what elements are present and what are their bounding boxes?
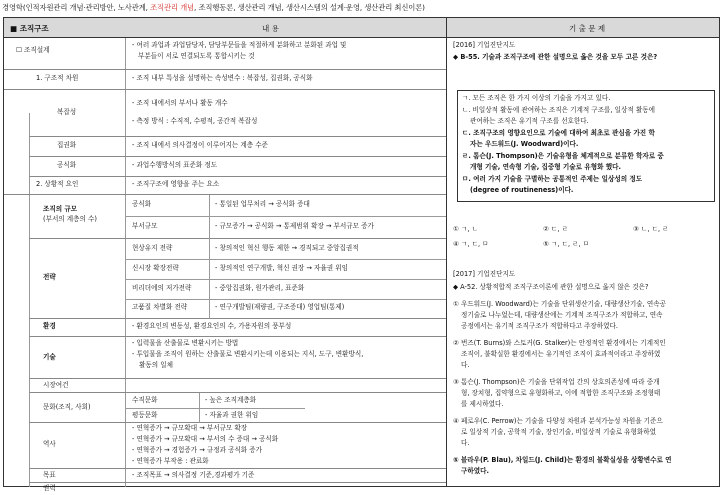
sub-col-divider <box>209 195 210 239</box>
table-row <box>4 177 446 195</box>
table-row <box>4 70 446 90</box>
sub-divider <box>125 216 446 217</box>
row-content: - 연혁증가 → 경험증가 → 규정과 공식화 증가 <box>132 446 263 454</box>
statement: ㄱ. 모든 조직은 한 가지 이상의 기술을 가지고 있다. <box>462 94 611 102</box>
question-title: ◆ A-52. 상황적합적 조직구조이론에 관한 설명으로 옳지 않은 것은? <box>453 283 649 291</box>
study-sheet <box>3 17 720 492</box>
row-content: - 투입물을 조직이 원하는 산출물로 변환시키는데 이용되는 지식, 도구, 변환방식, <box>132 350 364 358</box>
answer-option-cont: 로 일상적 기술, 공학적 기술, 장인기술, 비일상적 기술로 유형화하였 <box>461 428 657 436</box>
row-label: 목표 <box>43 471 56 479</box>
answer-option-cont: 형, 장치형, 집약형으로 유형화하고, 이에 적합한 조직구조와 조정형태 <box>461 389 661 397</box>
answer-option-cont: 를 제시하였다. <box>461 400 504 408</box>
table-row <box>29 239 446 319</box>
row-label: 기술 <box>43 353 56 361</box>
answer-option: ① ㄱ, ㄴ <box>453 225 478 233</box>
answer-option-cont: 공정에서는 유기적 조직구조가 적합하다고 주장하였다. <box>461 322 618 330</box>
sub-divider <box>125 299 446 300</box>
row-content: - 연혁증가 부작용 : 관료화 <box>132 457 209 465</box>
statement: 개형 기술, 연속형 기술, 집중형 기술로 유형화 했다. <box>470 163 621 171</box>
row-label: ☐ 조직설계 <box>16 46 50 54</box>
question-source: [2016] 기업진단지도 <box>453 41 516 49</box>
row-label: 복잡성 <box>57 108 77 116</box>
table-row <box>29 319 446 337</box>
answer-option-cont: 구하였다. <box>461 467 489 475</box>
answer-option-cont: 다. <box>461 439 470 447</box>
row-label: 전략 <box>43 273 56 281</box>
table-row <box>29 337 446 379</box>
sub-content: - 규모증가 → 공식화 → 통제범위 확장 → 부서규모 증가 <box>215 222 374 230</box>
answer-option: ④ ㄱ, ㄷ, ㅁ <box>453 240 489 248</box>
row-content: - 측정 방식 : 수직적, 수평적, 공간적 복잡성 <box>132 117 258 125</box>
table-header <box>4 18 719 38</box>
breadcrumb-text: 경영학(인적자원관리 개념·관리방안, 노사관계, <box>2 3 151 12</box>
sub-label: 평등문화 <box>132 411 158 419</box>
sub-label: 비리더에의 저가전략 <box>132 284 192 292</box>
question-title: ◆ B-55. 기술과 조직구조에 관한 설명으로 옳은 것을 모두 고른 것은? <box>453 53 658 61</box>
sub-col-divider <box>199 393 200 423</box>
row-label: 환경 <box>43 322 56 330</box>
row-label: 권력 <box>43 484 56 492</box>
row-content: - 조직 내에서의 부서나 활동 개수 <box>132 99 228 107</box>
sub-content: - 자율과 권한 위임 <box>205 411 259 419</box>
row-content: - 입력물을 산출물로 변환시키는 방법 <box>132 339 239 347</box>
row-label: 집권화 <box>57 141 77 149</box>
answer-option: ⑤ 블라우(P. Blau), 차일드(J. Child)는 환경의 불확실성을 상황변수로 연 <box>453 456 672 464</box>
sub-label: 신시장 확장전략 <box>132 264 179 272</box>
answer-option-cont: 다. <box>461 361 470 369</box>
row-label: 문화(조직, 사회) <box>43 403 91 411</box>
sub-label: 수직문화 <box>132 396 158 404</box>
statement: 자는 우드워드(J. Woodward)이다. <box>470 140 579 148</box>
column-content-header: 내 용 <box>262 24 279 33</box>
table-row <box>4 38 446 70</box>
sub-content: - 중앙집권화, 원가관리, 표준화 <box>215 284 305 292</box>
answer-option: ③ ㄴ, ㄷ, ㄹ <box>633 225 669 233</box>
question-source: [2017] 기업진단지도 <box>453 270 516 278</box>
sub-label: 고품질 차별화 전략 <box>132 303 188 311</box>
row-content: - 조직 내부 특성을 설명하는 속성변수 : 복잡성, 집권화, 공식화 <box>132 74 313 82</box>
answer-option-cont: 정기술로 나누었는데, 대량생산에는 기계적 조직구조가 적합하고, 연속 <box>461 311 663 319</box>
sub-divider <box>125 408 305 409</box>
table-row <box>29 423 446 469</box>
sub-label: 현상유지 전략 <box>132 244 173 252</box>
table-row <box>29 195 446 239</box>
concept-table <box>4 38 446 492</box>
sub-content: - 창의적인 연구개발, 혁신 권장 → 자율권 위임 <box>215 264 348 272</box>
row-content: - 여러 과업과 과업담당자, 담당부문들을 적절하게 분화하고 분화된 과업 및 <box>132 41 347 49</box>
column-exam-header: 기 출 문 제 <box>569 24 606 33</box>
table-row <box>29 469 446 483</box>
answer-option-cont: 조직이, 불확실한 환경에서는 유기적인 조직이 효과적이라고 주장하였 <box>461 350 661 358</box>
row-label: 시장여건 <box>43 381 69 389</box>
table-row <box>29 379 446 393</box>
sub-divider <box>125 279 446 280</box>
answer-option: ② ㄷ, ㄹ <box>543 225 568 233</box>
answer-option: ③ 톰슨(J. Thompson)은 기술을 단위작업 간의 상호의존성에 따라 중개 <box>453 378 660 386</box>
table-row <box>29 483 446 495</box>
statement: (degree of routineness)이다. <box>470 186 574 194</box>
sub-label: 부서규모 <box>132 222 158 230</box>
sub-label: 공식화 <box>132 200 152 208</box>
table-row <box>29 393 446 423</box>
breadcrumb <box>2 3 425 13</box>
sub-content: - 통일된 업무처리 → 공식화 증대 <box>215 200 310 208</box>
row-label: 조직의 규모 <box>43 205 78 213</box>
row-label: 역사 <box>43 440 56 448</box>
row-label: 공식화 <box>57 161 77 169</box>
row-content: - 조직구조에 영향을 주는 요소 <box>132 180 220 188</box>
answer-option: ⑤ ㄱ, ㄷ, ㄹ, ㅁ <box>543 240 590 248</box>
row-content: - 조직 내에서 의사결정이 이루어지는 계층 수준 <box>132 141 268 149</box>
statement: ㄹ. 톰슨(J. Thompson)은 기술유형을 체계적으로 분류한 학자로 중 <box>462 152 664 160</box>
row-content: 활동의 일체 <box>139 361 173 369</box>
row-content: - 연혁증가 → 규모확대 → 부서규모 확장 <box>132 424 248 432</box>
statement: ㄷ. 조직구조의 영향요인으로 기술에 대하여 최초로 관심을 가진 학 <box>462 129 655 137</box>
table-row <box>29 137 446 157</box>
table-row <box>29 157 446 177</box>
row-content: - 환경요인의 변동성, 환경요인의 수, 가용자원의 풍부성 <box>132 322 292 330</box>
sub-content: - 연구개발팀(재량권, 구조증대) 영업팀(통제) <box>215 303 345 311</box>
row-label: 1. 구조적 차원 <box>36 74 79 82</box>
statement: ㅁ. 여러 가지 기술을 구별하는 공통적인 주제는 일상성의 정도 <box>462 175 643 183</box>
row-label: 2. 상황적 요인 <box>36 180 79 188</box>
row-label-sub: (부서의 계층의 수) <box>43 215 97 223</box>
row-content: - 연혁증가 → 규모확대 → 부서의 수 증대 → 공식화 <box>132 435 279 443</box>
statement: 관여하는 조직은 유기적 구조를 선호한다. <box>470 117 589 125</box>
exam-questions <box>447 38 719 486</box>
breadcrumb-highlight: 조직관리 개념 <box>150 3 195 12</box>
answer-option: ① 우드워드(J. Woodward)는 기술을 단위생산기술, 대량생산기술, 연속공 <box>453 300 666 308</box>
answer-option: ② 번즈(T. Burns)와 스토커(G. Stalker)는 안정적인 환경에서는 기계적인 <box>453 339 666 347</box>
row-content: - 과업수행방식의 표준화 정도 <box>132 161 218 169</box>
answer-option: ④ 페로우(C. Perrow)는 기술을 다양성 차원과 분석가능성 차원을 기준으 <box>453 417 663 425</box>
sub-divider <box>125 259 446 260</box>
table-row <box>29 90 446 137</box>
sub-content: - 창의적인 혁신 행동 제한 → 경직되고 중앙집권적 <box>215 244 359 252</box>
breadcrumb-text-rest: , 조직행동론, 생산관리 개념, 생산시스템의 설계·운영, 생산관리 최신이론) <box>194 3 425 12</box>
row-content: 부분들이 서로 연결되도록 통합시키는 것 <box>138 52 255 60</box>
row-content: - 조직목표 → 의사결정 기준,경과평가 기준 <box>132 471 255 479</box>
section-title: ■ 조직구조 <box>10 24 49 33</box>
question-box <box>457 90 715 202</box>
sub-content: - 높은 조직계층화 <box>205 396 257 404</box>
statement: ㄴ. 비일상적 활동에 관여하는 조직은 기계적 구조를, 일상적 활동에 <box>462 106 655 114</box>
